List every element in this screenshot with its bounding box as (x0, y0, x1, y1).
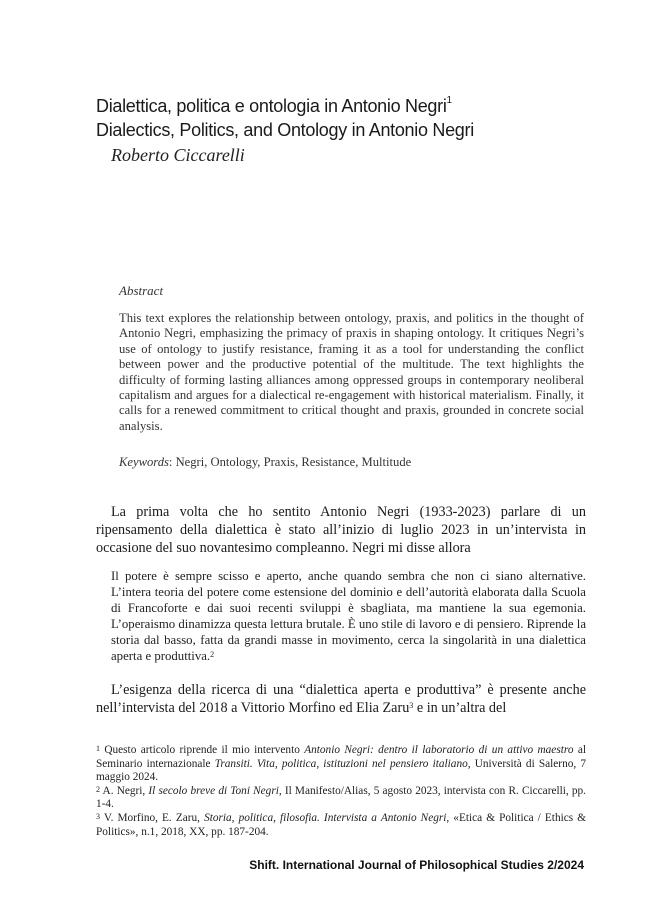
footnote-2-text-a: A. Negri, (100, 784, 149, 797)
title-english: Dialectics, Politics, and Ontology in Antonio Negri (96, 120, 474, 140)
author-name: Roberto Ciccarelli (111, 145, 245, 165)
abstract-text: This text explores the relationship between ontology, praxis, and politics in the thought of Antonio Negri, emphasizing the primacy of praxis in shaping ontology. It critiques Negri’s use of ontology to justify resistance, framing it as a tool for understanding the conflict between power and the productive potential of the multitude. The text highlights the difficulty of forming lasting alliances among oppressed groups in contemporary neoliberal capitalism and argues for a dialectical re-engagement with historical materialism. Finally, it calls for a renewed commitment to critical thought and praxis, grounded in concrete social analysis. (119, 311, 584, 433)
footnote-3 (96, 812, 586, 839)
footnote-1 (96, 744, 586, 785)
footnote-2-title: Il secolo breve di Toni Negri (148, 784, 279, 797)
footnote-1-text-e: , Università di Salerno, 7 maggio 2024. (96, 757, 586, 784)
footnote-1-text-a: Questo articolo riprende il mio intervento (100, 744, 305, 756)
body-paragraph-2 (96, 681, 586, 717)
footnote-2-number: 2 (96, 784, 100, 794)
body-paragraph-2-text-a: L’esigenza della ricerca di una “dialettica aperta e produttiva” è presente anche nell’intervista del 2018 a Vittorio Morfino ed Elia Zaru (96, 682, 586, 716)
footnote-3-title: Storia, politica, filosofia. Intervista a Antonio Negri (204, 811, 447, 824)
keywords-label: Keywords (119, 455, 169, 469)
body-paragraph-1: La prima volta che ho sentito Antonio Negri (1933-2023) parlare di un ripensamento della dialettica è stato all’inizio di luglio 2023 in un’intervista in occasione del suo novantesimo compleanno. Negri mi disse allora (96, 504, 586, 556)
block-quote-text: Il potere è sempre scisso e aperto, anche quando sembra che non ci siano alternative. L’intera teoria del potere come estensione del dominio e dell’autorità elaborata dalla Scuola di Francoforte e dai suoi recenti sviluppi è sbagliata, ma mantiene la sua egemonia. L’operaismo dinamizza questa lettura brutale. È uno stile di lavoro e di pensiero. Riprende la storia dal basso, fatta da grandi masse in movimento, cerca la singolarità in una dialettica aperta e produttiva. (111, 569, 586, 663)
footnote-3-number: 3 (96, 811, 100, 821)
footnote-1-title: Antonio Negri: dentro il laboratorio di un attivo maestro (304, 744, 574, 756)
footnote-3-text-c: , «Etica & Politica / Ethics & Politics», n.1, 2018, XX, pp. 187-204. (96, 811, 586, 838)
para2-footnote-mark: 3 (409, 701, 414, 710)
quote-footnote-mark: 2 (210, 649, 215, 659)
footnote-1-text-c: al Seminario internazionale (96, 744, 586, 770)
title-footnote-mark: 1 (446, 95, 452, 106)
body-paragraph-2-text-b: e in un’altra del (413, 700, 507, 716)
footnote-3-text-a: V. Morfino, E. Zaru, (100, 811, 205, 824)
abstract-heading: Abstract (119, 283, 164, 298)
footnotes (96, 744, 586, 839)
block-quote (111, 569, 586, 664)
footnote-1-number: 1 (96, 744, 100, 753)
keywords-line (119, 455, 411, 470)
footnote-2-text-c: , Il Manifesto/Alias, 5 agosto 2023, intervista con R. Ciccarelli, pp. 1-4. (96, 784, 586, 811)
journal-footer: Shift. International Journal of Philosophical Studies 2/2024 (249, 858, 584, 872)
title-italian-text: Dialettica, politica e ontologia in Antonio Negri (96, 96, 447, 116)
footnote-1-seminar: Transiti. Vita, politica, istituzioni nel pensiero italiano (214, 757, 468, 770)
title-italian (96, 96, 452, 117)
footnote-2 (96, 785, 586, 812)
keywords-list: : Negri, Ontology, Praxis, Resistance, Multitude (168, 455, 412, 469)
